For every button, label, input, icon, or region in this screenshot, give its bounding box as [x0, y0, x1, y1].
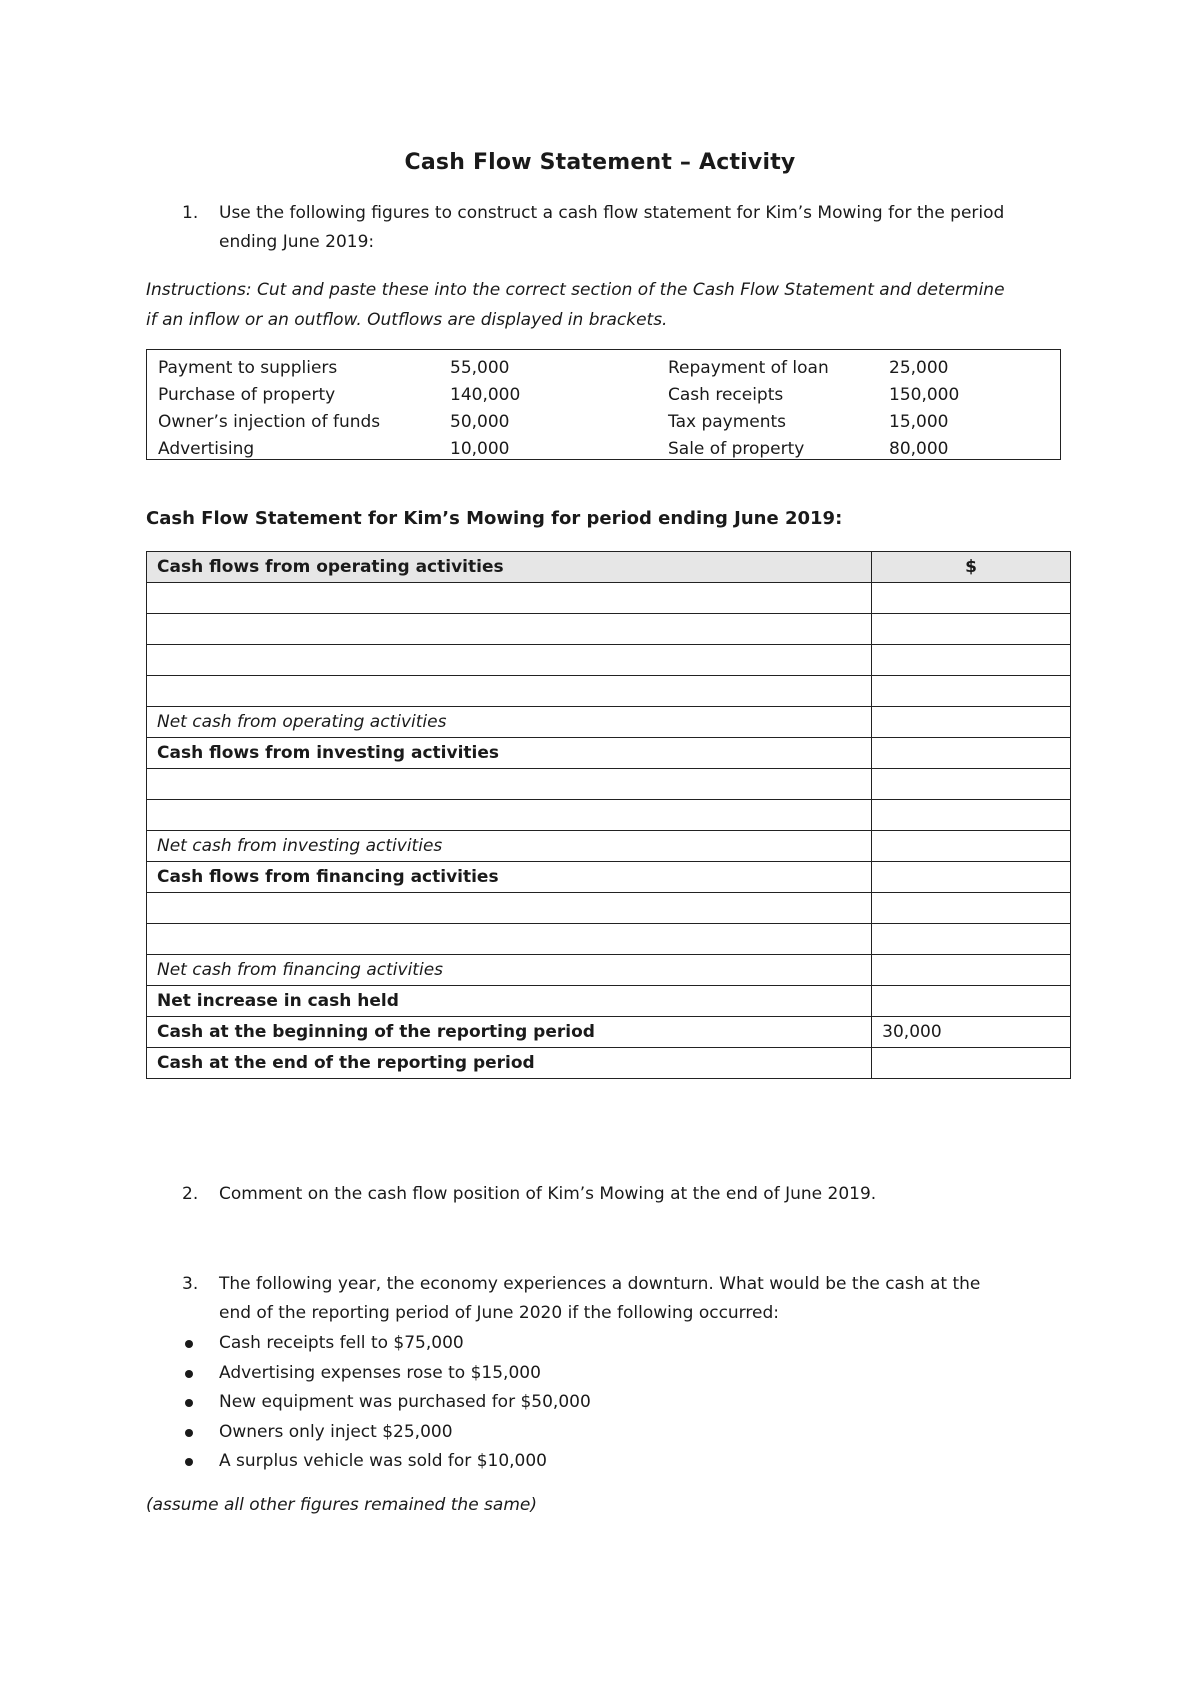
figure-label: Cash receipts — [668, 385, 784, 405]
amount-cell[interactable] — [872, 614, 1071, 645]
investing-heading: Cash flows from investing activities — [147, 738, 872, 769]
blank-cell[interactable] — [147, 924, 872, 955]
bullet-icon — [185, 1340, 193, 1348]
amount-cell[interactable] — [872, 893, 1071, 924]
figure-value: 10,000 — [450, 439, 510, 459]
table-row — [147, 707, 1071, 738]
bullet-text: Advertising expenses rose to $15,000 — [219, 1362, 541, 1383]
list-item — [183, 1329, 1063, 1359]
question-3-line-1: The following year, the economy experiences a downturn. What would be the cash at the — [219, 1274, 981, 1294]
bullet-text: A surplus vehicle was sold for $10,000 — [219, 1451, 547, 1471]
cash-beginning-label: Cash at the beginning of the reporting period — [147, 1017, 872, 1048]
table-row — [147, 862, 1071, 893]
question-1 — [183, 199, 1063, 257]
bullet-icon — [185, 1429, 193, 1437]
list-item — [183, 1447, 1063, 1477]
bullet-text: New equipment was purchased for $50,000 — [219, 1392, 591, 1412]
table-row — [147, 893, 1071, 924]
assumption-note: (assume all other figures remained the same) — [146, 1495, 537, 1515]
table-row — [147, 614, 1071, 645]
figure-value: 50,000 — [450, 412, 510, 432]
instructions — [146, 275, 1066, 335]
blank-cell[interactable] — [147, 676, 872, 707]
blank-cell[interactable] — [147, 583, 872, 614]
blank-cell[interactable] — [147, 614, 872, 645]
bullet-icon — [185, 1370, 193, 1378]
list-item — [183, 1359, 1063, 1389]
question-1-number: 1. — [182, 203, 199, 223]
net-operating-label: Net cash from operating activities — [147, 707, 872, 738]
table-row — [147, 831, 1071, 862]
question-2-text: Comment on the cash flow position of Kim’s Mowing at the end of June 2019. — [219, 1184, 877, 1204]
bullet-text: Cash receipts fell to $75,000 — [219, 1333, 464, 1353]
figure-label: Tax payments — [668, 412, 787, 432]
bullet-icon — [185, 1399, 193, 1407]
bullet-list — [183, 1329, 1063, 1477]
question-3-line-2: end of the reporting period of June 2020 if the following occurred: — [219, 1303, 779, 1323]
net-investing-label: Net cash from investing activities — [147, 831, 872, 862]
amount-cell[interactable] — [872, 676, 1071, 707]
bullet-text: Owners only inject $25,000 — [219, 1421, 453, 1442]
operating-heading: Cash flows from operating activities — [147, 552, 872, 583]
statement-heading: Cash Flow Statement for Kim’s Mowing for period ending June 2019: — [146, 508, 843, 529]
figure-value: 25,000 — [889, 358, 949, 378]
question-3 — [183, 1270, 1063, 1328]
figure-label: Purchase of property — [158, 385, 336, 405]
financing-heading: Cash flows from financing activities — [147, 862, 872, 893]
figure-label: Sale of property — [668, 439, 805, 459]
table-header-row — [147, 552, 1071, 583]
list-item — [183, 1418, 1063, 1448]
figure-value: 140,000 — [450, 385, 521, 405]
figures-table — [146, 349, 1061, 460]
bullet-icon — [185, 1458, 193, 1466]
blank-cell[interactable] — [147, 893, 872, 924]
blank-cell[interactable] — [147, 769, 872, 800]
amount-cell[interactable] — [872, 800, 1071, 831]
amount-cell[interactable] — [872, 769, 1071, 800]
question-2 — [183, 1180, 1063, 1209]
amount-cell[interactable] — [872, 1048, 1071, 1079]
cash-beginning-value: 30,000 — [872, 1017, 1071, 1048]
currency-header: $ — [872, 552, 1071, 583]
question-1-line-2: ending June 2019: — [219, 232, 375, 252]
table-row — [147, 583, 1071, 614]
question-1-line-1: Use the following figures to construct a cash flow statement for Kim’s Mowing for the period — [219, 203, 1005, 223]
table-row — [147, 769, 1071, 800]
table-row — [147, 986, 1071, 1017]
table-row — [147, 676, 1071, 707]
instructions-line-2: if an inflow or an outflow. Outflows are displayed in brackets. — [146, 310, 668, 330]
cash-end-label: Cash at the end of the reporting period — [147, 1048, 872, 1079]
amount-cell[interactable] — [872, 862, 1071, 893]
amount-cell[interactable] — [872, 831, 1071, 862]
figure-label: Repayment of loan — [668, 358, 829, 378]
table-row — [147, 1017, 1071, 1048]
amount-cell[interactable] — [872, 645, 1071, 676]
table-row — [147, 738, 1071, 769]
blank-cell[interactable] — [147, 645, 872, 676]
question-2-number: 2. — [182, 1184, 199, 1204]
page-title: Cash Flow Statement – Activity — [404, 150, 796, 175]
amount-cell[interactable] — [872, 707, 1071, 738]
figure-value: 55,000 — [450, 358, 510, 378]
amount-cell[interactable] — [872, 738, 1071, 769]
table-row — [147, 1048, 1071, 1079]
list-item — [183, 1388, 1063, 1418]
amount-cell[interactable] — [872, 924, 1071, 955]
amount-cell[interactable] — [872, 955, 1071, 986]
instructions-line-1: Instructions: Cut and paste these into the correct section of the Cash Flow Statement and determine — [146, 280, 1005, 300]
blank-cell[interactable] — [147, 800, 872, 831]
table-row — [147, 955, 1071, 986]
figure-value: 80,000 — [889, 439, 949, 459]
figure-label: Payment to suppliers — [158, 358, 338, 378]
table-row — [147, 924, 1071, 955]
amount-cell[interactable] — [872, 986, 1071, 1017]
cash-flow-table — [146, 551, 1071, 1079]
table-row — [147, 800, 1071, 831]
figure-label: Advertising — [158, 439, 255, 459]
figure-value: 150,000 — [889, 385, 960, 405]
question-3-number: 3. — [182, 1274, 199, 1294]
figure-value: 15,000 — [889, 412, 949, 432]
amount-cell[interactable] — [872, 583, 1071, 614]
net-increase-label: Net increase in cash held — [147, 986, 872, 1017]
figure-label: Owner’s injection of funds — [158, 412, 381, 432]
net-financing-label: Net cash from financing activities — [147, 955, 872, 986]
table-row — [147, 645, 1071, 676]
